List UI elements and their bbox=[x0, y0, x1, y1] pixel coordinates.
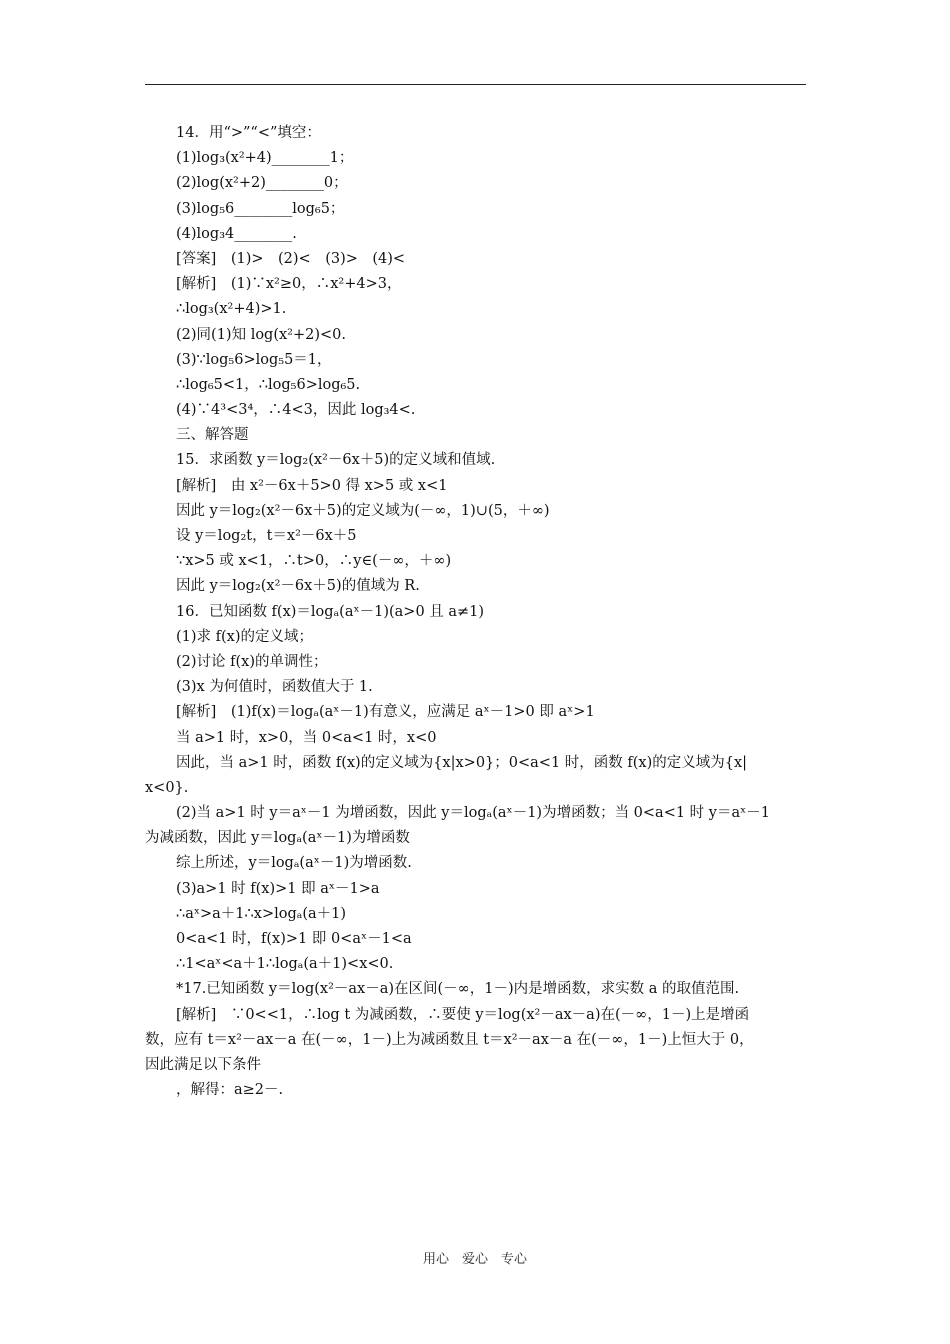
text-line: (3)log₅6________log₆5； bbox=[176, 200, 345, 217]
document-body bbox=[145, 121, 806, 1103]
text-line: 14．用“>”“<”填空： bbox=[176, 125, 321, 141]
header-rule bbox=[145, 84, 806, 85]
text-line: (1)求 f(x)的定义域； bbox=[176, 628, 314, 645]
text-line: (2)同(1)知 log(x²+2)<0. bbox=[176, 326, 346, 343]
text-line: ∴aˣ>a＋1∴x>logₐ(a＋1) bbox=[176, 905, 347, 922]
text-line: ，解得：a≥2－. bbox=[176, 1082, 284, 1099]
text-line: 数，应有 t＝x²－ax－a 在(－∞，1－)上为减函数且 t＝x²－ax－a 在(－∞，1－)上恒大于 0， bbox=[145, 1031, 754, 1048]
text-line: [解析] (1)∵x²≥0，∴x²+4>3， bbox=[176, 276, 402, 293]
text-line: ∴1<aˣ<a＋1∴logₐ(a＋1)<x<0. bbox=[176, 956, 394, 973]
page-footer: 用心 爱心 专心 bbox=[422, 1252, 527, 1267]
text-line: 0<a<1 时，f(x)>1 即 0<aˣ－1<a bbox=[176, 931, 412, 947]
text-line: 15．求函数 y＝log₂(x²－6x＋5)的定义域和值域. bbox=[176, 452, 496, 469]
text-line: [解析] 由 x²－6x＋5>0 得 x>5 或 x<1 bbox=[176, 477, 448, 494]
text-line: (3)x 为何值时，函数值大于 1. bbox=[176, 679, 373, 696]
text-line: 因此，当 a>1 时，函数 f(x)的定义域为{x|x>0}；0<a<1 时，函数 f(x)的定义域为{x| bbox=[176, 754, 748, 771]
text-line: 因此 y＝log₂(x²－6x＋5)的值域为 R. bbox=[176, 578, 420, 595]
text-line: 综上所述，y＝logₐ(aˣ－1)为增函数. bbox=[176, 855, 412, 872]
text-line: [答案] (1)> (2)< (3)> (4)< bbox=[176, 250, 406, 267]
text-line: [解析] ∵0<<1，∴log t 为减函数，∴要使 y＝log(x²－ax－a)在(－∞，1－)上是增函 bbox=[176, 1006, 750, 1023]
text-line: ∴log₆5<1，∴log₅6>log₆5. bbox=[176, 376, 361, 393]
text-line: *17.已知函数 y＝log(x²－ax－a)在区间(－∞，1－)内是增函数，求实数 a 的取值范围. bbox=[176, 981, 740, 998]
text-line: 为减函数，因此 y＝logₐ(aˣ－1)为增函数 bbox=[145, 830, 410, 847]
text-line: 16．已知函数 f(x)＝logₐ(aˣ－1)(a>0 且 a≠1) bbox=[176, 603, 485, 620]
text-line: (2)log(x²+2)________0； bbox=[176, 175, 348, 192]
text-line: (4)log₃4________. bbox=[176, 225, 297, 242]
text-line: x<0}. bbox=[145, 779, 189, 796]
text-line: 当 a>1 时，x>0，当 0<a<1 时，x<0 bbox=[176, 729, 437, 746]
text-line: 三、解答题 bbox=[176, 427, 249, 444]
text-line: 设 y＝log₂t，t＝x²－6x＋5 bbox=[176, 528, 357, 544]
text-line: (2)当 a>1 时 y＝aˣ－1 为增函数，因此 y＝logₐ(aˣ－1)为增函数；当 0<a<1 时 y＝aˣ－1 bbox=[176, 805, 771, 822]
text-line: (4)∵4³<3⁴，∴4<3，因此 log₃4<. bbox=[176, 402, 416, 419]
text-line: ∵x>5 或 x<1，∴t>0，∴y∈(－∞，＋∞) bbox=[176, 553, 452, 570]
text-line: (3)∵log₅6>log₅5＝1， bbox=[176, 351, 332, 368]
text-line: ∴log₃(x²+4)>1. bbox=[176, 301, 287, 318]
text-line: 因此 y＝log₂(x²－6x＋5)的定义域为(－∞，1)∪(5，＋∞) bbox=[176, 502, 550, 519]
text-line: (1)log₃(x²+4)________1； bbox=[176, 150, 354, 167]
text-line: 因此满足以下条件 bbox=[145, 1056, 261, 1073]
text-line: (2)讨论 f(x)的单调性； bbox=[176, 653, 328, 670]
text-line: [解析] (1)f(x)＝logₐ(aˣ－1)有意义，应满足 aˣ－1>0 即 aˣ>1 bbox=[176, 704, 595, 721]
text-line: (3)a>1 时 f(x)>1 即 aˣ－1>a bbox=[176, 880, 380, 897]
